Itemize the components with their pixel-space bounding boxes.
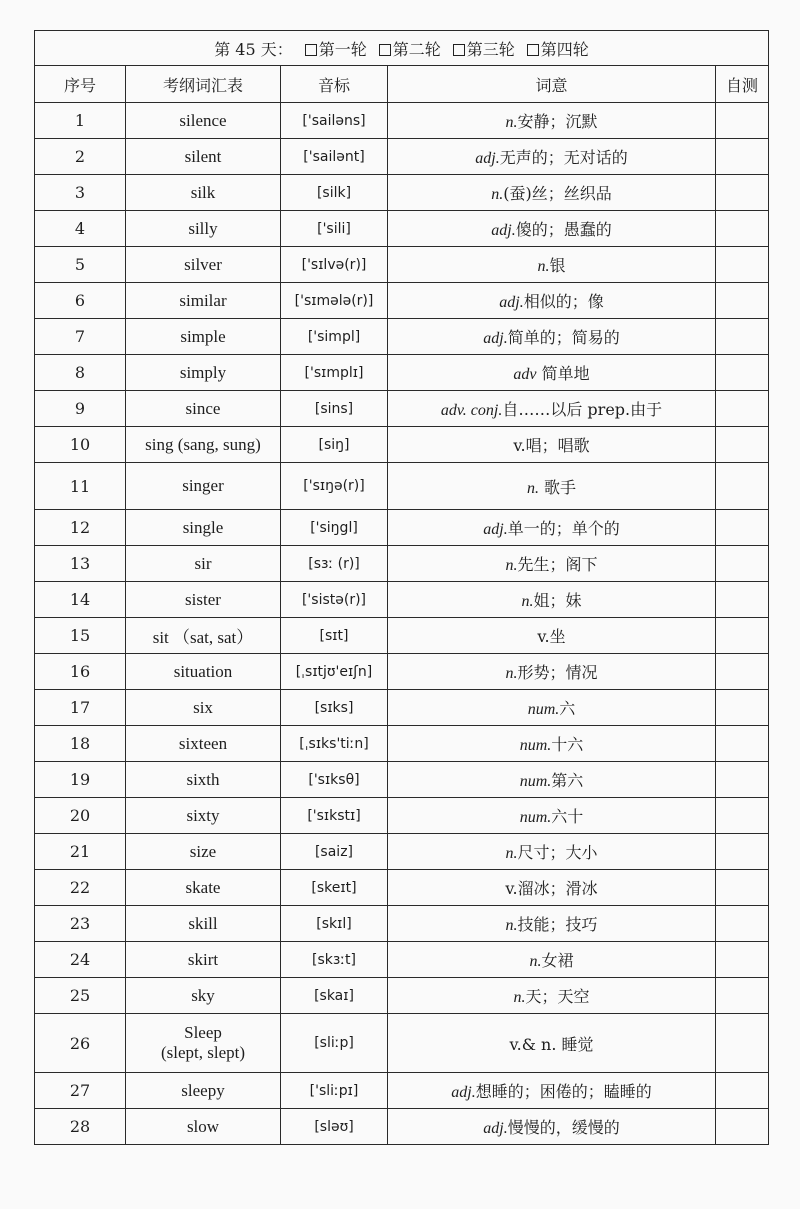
self-test-cell[interactable] bbox=[716, 762, 769, 798]
vocab-word-cell bbox=[126, 1014, 281, 1073]
row-number: 25 bbox=[35, 978, 126, 1014]
meaning-text: 银 bbox=[549, 256, 566, 275]
self-test-cell[interactable] bbox=[716, 654, 769, 690]
col-header-self-test: 自测 bbox=[716, 66, 769, 103]
vocab-word: since bbox=[185, 398, 221, 418]
round-1-checkbox[interactable] bbox=[305, 44, 317, 56]
table-row bbox=[35, 762, 769, 798]
vocab-word-cell bbox=[126, 546, 281, 582]
meaning-text: 形势；情况 bbox=[517, 663, 598, 682]
self-test-cell[interactable] bbox=[716, 1109, 769, 1145]
vocab-word-cell bbox=[126, 978, 281, 1014]
phonetic-cell: [skeɪt] bbox=[281, 870, 388, 906]
row-number: 28 bbox=[35, 1109, 126, 1145]
table-row bbox=[35, 355, 769, 391]
vocab-word-cell bbox=[126, 654, 281, 690]
meaning-text: 简单的；简易的 bbox=[507, 328, 620, 347]
row-number: 23 bbox=[35, 906, 126, 942]
vocab-word-cell bbox=[126, 582, 281, 618]
part-of-speech: num. bbox=[519, 737, 552, 754]
meaning-cell bbox=[388, 391, 716, 427]
meaning-cell bbox=[388, 762, 716, 798]
part-of-speech: n. bbox=[491, 186, 504, 203]
meaning-text: 单一的；单个的 bbox=[507, 519, 620, 538]
table-row bbox=[35, 690, 769, 726]
col-header-meaning: 词意 bbox=[388, 66, 716, 103]
vocab-word: sixth bbox=[186, 769, 220, 789]
phonetic-cell: [sləʊ] bbox=[281, 1109, 388, 1145]
meaning-text: v.坐 bbox=[537, 627, 566, 646]
meaning-cell bbox=[388, 427, 716, 463]
round-3-label: 第三轮 bbox=[466, 39, 515, 59]
meaning-text: v.溜冰；滑冰 bbox=[505, 879, 598, 898]
meaning-text: 安静；沉默 bbox=[517, 112, 598, 131]
self-test-cell[interactable] bbox=[716, 546, 769, 582]
vocab-word: silver bbox=[184, 254, 222, 274]
round-4-label: 第四轮 bbox=[540, 39, 589, 59]
vocab-word: slow bbox=[186, 1116, 220, 1136]
meaning-text: 傻的；愚蠢的 bbox=[515, 220, 612, 239]
self-test-cell[interactable] bbox=[716, 906, 769, 942]
self-test-cell[interactable] bbox=[716, 582, 769, 618]
round-3-checkbox[interactable] bbox=[453, 44, 465, 56]
vocab-word: silence bbox=[179, 110, 227, 130]
self-test-cell[interactable] bbox=[716, 510, 769, 546]
meaning-cell bbox=[388, 283, 716, 319]
row-number: 13 bbox=[35, 546, 126, 582]
phonetic-cell: [skaɪ] bbox=[281, 978, 388, 1014]
part-of-speech: n. bbox=[513, 989, 526, 1006]
self-test-cell[interactable] bbox=[716, 870, 769, 906]
vocab-word-cell bbox=[126, 211, 281, 247]
column-header-row bbox=[35, 66, 769, 103]
vocab-word: sister bbox=[185, 589, 221, 609]
phonetic-cell: ['sɪksθ] bbox=[281, 762, 388, 798]
meaning-cell bbox=[388, 942, 716, 978]
meaning-cell bbox=[388, 654, 716, 690]
part-of-speech: n. bbox=[505, 114, 518, 131]
meaning-cell bbox=[388, 690, 716, 726]
vocab-word: situation bbox=[173, 661, 233, 681]
part-of-speech: adv. conj. bbox=[440, 402, 503, 419]
phonetic-cell: [sliːp] bbox=[281, 1014, 388, 1073]
phonetic-cell: ['sliːpɪ] bbox=[281, 1073, 388, 1109]
self-test-cell[interactable] bbox=[716, 391, 769, 427]
vocab-word-cell bbox=[126, 762, 281, 798]
round-2-label: 第二轮 bbox=[392, 39, 441, 59]
self-test-cell[interactable] bbox=[716, 175, 769, 211]
phonetic-cell: ['siŋgl] bbox=[281, 510, 388, 546]
vocab-word-cell bbox=[126, 942, 281, 978]
phonetic-cell: ['sɪlvə(r)] bbox=[281, 247, 388, 283]
meaning-cell bbox=[388, 582, 716, 618]
table-row bbox=[35, 175, 769, 211]
part-of-speech: n. bbox=[505, 917, 518, 934]
row-number: 9 bbox=[35, 391, 126, 427]
row-number: 19 bbox=[35, 762, 126, 798]
phonetic-cell: ['sistə(r)] bbox=[281, 582, 388, 618]
table-row bbox=[35, 103, 769, 139]
table-row bbox=[35, 546, 769, 582]
vocab-word: sixteen bbox=[178, 733, 228, 753]
vocab-word-cell bbox=[126, 463, 281, 510]
meaning-text: 想睡的；困倦的；瞌睡的 bbox=[475, 1082, 652, 1101]
part-of-speech: num. bbox=[519, 809, 552, 826]
meaning-text: v.& n. 睡觉 bbox=[509, 1034, 594, 1054]
meaning-cell bbox=[388, 139, 716, 175]
meaning-text: 相似的；像 bbox=[523, 292, 604, 311]
vocab-word-cell bbox=[126, 103, 281, 139]
meaning-cell bbox=[388, 798, 716, 834]
part-of-speech: adv bbox=[513, 366, 537, 383]
meaning-text: 天；天空 bbox=[525, 987, 590, 1006]
meaning-cell bbox=[388, 247, 716, 283]
vocab-word: skate bbox=[185, 877, 221, 897]
vocab-word-forms: (slept, slept) bbox=[160, 1043, 246, 1062]
table-row bbox=[35, 834, 769, 870]
round-2-checkbox[interactable] bbox=[379, 44, 391, 56]
phonetic-cell: ['sailəns] bbox=[281, 103, 388, 139]
self-test-cell[interactable] bbox=[716, 726, 769, 762]
table-row bbox=[35, 942, 769, 978]
meaning-cell bbox=[388, 319, 716, 355]
part-of-speech: n. bbox=[537, 258, 550, 275]
part-of-speech: n. bbox=[529, 953, 542, 970]
meaning-text: 六十 bbox=[551, 807, 584, 826]
vocab-word: sir bbox=[194, 553, 212, 573]
vocab-word-cell bbox=[126, 247, 281, 283]
meaning-cell bbox=[388, 103, 716, 139]
meaning-cell bbox=[388, 355, 716, 391]
table-row bbox=[35, 978, 769, 1014]
table-row bbox=[35, 1073, 769, 1109]
vocab-word-cell bbox=[126, 906, 281, 942]
vocab-word: six bbox=[193, 697, 213, 717]
meaning-cell bbox=[388, 211, 716, 247]
meaning-text: 六 bbox=[559, 699, 576, 718]
phonetic-cell: ['sili] bbox=[281, 211, 388, 247]
table-row bbox=[35, 798, 769, 834]
row-number: 6 bbox=[35, 283, 126, 319]
vocab-word-cell bbox=[126, 139, 281, 175]
round-4-checkbox[interactable] bbox=[527, 44, 539, 56]
meaning-text: 第六 bbox=[551, 771, 584, 790]
row-number: 22 bbox=[35, 870, 126, 906]
vocab-word: silk bbox=[190, 182, 216, 202]
vocab-word-cell bbox=[126, 319, 281, 355]
row-number: 2 bbox=[35, 139, 126, 175]
phonetic-cell: [sins] bbox=[281, 391, 388, 427]
meaning-cell bbox=[388, 618, 716, 654]
col-header-word: 考纲词汇表 bbox=[126, 66, 281, 103]
phonetic-cell: [sɪt] bbox=[281, 618, 388, 654]
phonetic-cell: ['sailənt] bbox=[281, 139, 388, 175]
vocab-word: size bbox=[189, 841, 217, 861]
meaning-text: 先生；阁下 bbox=[517, 555, 598, 574]
part-of-speech: adj. bbox=[451, 1084, 476, 1101]
vocab-word-cell bbox=[126, 175, 281, 211]
vocab-word: single bbox=[182, 517, 224, 537]
part-of-speech: n. bbox=[505, 665, 518, 682]
part-of-speech: n. bbox=[505, 845, 518, 862]
row-number: 10 bbox=[35, 427, 126, 463]
vocab-word-cell bbox=[126, 726, 281, 762]
self-test-cell[interactable] bbox=[716, 463, 769, 510]
table-row bbox=[35, 391, 769, 427]
part-of-speech: adj. bbox=[483, 330, 508, 347]
meaning-cell bbox=[388, 906, 716, 942]
meaning-text: 十六 bbox=[551, 735, 584, 754]
part-of-speech: n. bbox=[521, 593, 534, 610]
vocab-word-cell bbox=[126, 355, 281, 391]
phonetic-cell: [sɪks] bbox=[281, 690, 388, 726]
meaning-text: 姐；妹 bbox=[533, 591, 582, 610]
row-number: 21 bbox=[35, 834, 126, 870]
part-of-speech: n. bbox=[505, 557, 518, 574]
phonetic-cell: [ˌsɪks'tiːn] bbox=[281, 726, 388, 762]
table-row bbox=[35, 906, 769, 942]
vocab-word: sing (sang, sung) bbox=[145, 434, 261, 454]
row-number: 24 bbox=[35, 942, 126, 978]
vocab-word-cell bbox=[126, 834, 281, 870]
row-number: 18 bbox=[35, 726, 126, 762]
part-of-speech: num. bbox=[519, 773, 552, 790]
meaning-cell bbox=[388, 510, 716, 546]
table-row bbox=[35, 319, 769, 355]
phonetic-cell: ['sɪkstɪ] bbox=[281, 798, 388, 834]
vocab-word-cell bbox=[126, 870, 281, 906]
phonetic-cell: [ˌsɪtjʊ'eɪʃn] bbox=[281, 654, 388, 690]
phonetic-cell: [skɜːt] bbox=[281, 942, 388, 978]
meaning-cell bbox=[388, 1109, 716, 1145]
meaning-text: 无声的；无对话的 bbox=[499, 148, 628, 167]
table-row bbox=[35, 582, 769, 618]
self-test-cell[interactable] bbox=[716, 355, 769, 391]
table-row bbox=[35, 283, 769, 319]
part-of-speech: adj. bbox=[483, 521, 508, 538]
meaning-cell bbox=[388, 870, 716, 906]
part-of-speech: adj. bbox=[483, 1120, 508, 1137]
meaning-text: 歌手 bbox=[538, 477, 577, 497]
table-row bbox=[35, 510, 769, 546]
self-test-cell[interactable] bbox=[716, 1073, 769, 1109]
vocab-word: sleepy bbox=[181, 1080, 225, 1100]
self-test-cell[interactable] bbox=[716, 978, 769, 1014]
row-number: 26 bbox=[35, 1014, 126, 1073]
self-test-cell[interactable] bbox=[716, 618, 769, 654]
part-of-speech: adj. bbox=[491, 222, 516, 239]
vocab-word-cell bbox=[126, 618, 281, 654]
meaning-text: (蚕)丝；丝织品 bbox=[503, 184, 612, 203]
meaning-cell bbox=[388, 546, 716, 582]
part-of-speech: adj. bbox=[499, 294, 524, 311]
meaning-text: 慢慢的，缓慢的 bbox=[507, 1118, 620, 1137]
col-header-no: 序号 bbox=[35, 66, 126, 103]
table-row bbox=[35, 139, 769, 175]
vocab-word: singer bbox=[182, 476, 224, 495]
meaning-cell bbox=[388, 726, 716, 762]
row-number: 3 bbox=[35, 175, 126, 211]
row-number: 14 bbox=[35, 582, 126, 618]
phonetic-cell: ['sɪmələ(r)] bbox=[281, 283, 388, 319]
table-row bbox=[35, 654, 769, 690]
self-test-cell[interactable] bbox=[716, 690, 769, 726]
part-of-speech: num. bbox=[527, 701, 560, 718]
vocab-word-cell bbox=[126, 1109, 281, 1145]
vocab-word-cell bbox=[126, 427, 281, 463]
phonetic-cell: [skɪl] bbox=[281, 906, 388, 942]
vocab-word: sit （sat, sat） bbox=[152, 628, 254, 647]
row-number: 11 bbox=[35, 463, 126, 510]
part-of-speech: n. bbox=[526, 479, 539, 497]
vocab-word: sky bbox=[191, 985, 215, 1005]
self-test-cell[interactable] bbox=[716, 798, 769, 834]
part-of-speech: adj. bbox=[475, 150, 500, 167]
self-test-cell[interactable] bbox=[716, 283, 769, 319]
table-row bbox=[35, 870, 769, 906]
vocab-word-cell bbox=[126, 690, 281, 726]
table-row bbox=[35, 427, 769, 463]
row-number: 5 bbox=[35, 247, 126, 283]
table-row bbox=[35, 211, 769, 247]
table-row bbox=[35, 1109, 769, 1145]
meaning-cell bbox=[388, 978, 716, 1014]
phonetic-cell: ['sɪŋə(r)] bbox=[281, 463, 388, 510]
self-test-cell[interactable] bbox=[716, 103, 769, 139]
table-row bbox=[35, 726, 769, 762]
vocab-word-cell bbox=[126, 391, 281, 427]
vocab-word: silent bbox=[184, 146, 222, 166]
row-number: 8 bbox=[35, 355, 126, 391]
vocab-word: sixty bbox=[186, 805, 220, 825]
meaning-cell bbox=[388, 463, 716, 510]
day-header bbox=[35, 31, 769, 66]
phonetic-cell: [sɜː (r)] bbox=[281, 546, 388, 582]
self-test-cell[interactable] bbox=[716, 319, 769, 355]
vocab-word-cell bbox=[126, 510, 281, 546]
round-1-label: 第一轮 bbox=[318, 39, 367, 59]
day-label: 第 45 天： bbox=[214, 39, 293, 59]
meaning-cell bbox=[388, 1014, 716, 1073]
row-number: 17 bbox=[35, 690, 126, 726]
day-header-row bbox=[35, 31, 769, 66]
phonetic-cell: [saiz] bbox=[281, 834, 388, 870]
self-test-cell[interactable] bbox=[716, 139, 769, 175]
meaning-text: 自……以后 prep.由于 bbox=[502, 400, 663, 419]
meaning-text: 技能；技巧 bbox=[517, 915, 598, 934]
meaning-cell bbox=[388, 175, 716, 211]
row-number: 1 bbox=[35, 103, 126, 139]
meaning-text: v.唱；唱歌 bbox=[513, 436, 590, 455]
vocabulary-table bbox=[34, 30, 769, 1145]
phonetic-cell: [siŋ] bbox=[281, 427, 388, 463]
meaning-text: 尺寸；大小 bbox=[517, 843, 598, 862]
self-test-cell[interactable] bbox=[716, 211, 769, 247]
table-row bbox=[35, 247, 769, 283]
self-test-cell[interactable] bbox=[716, 834, 769, 870]
phonetic-cell: ['simpl] bbox=[281, 319, 388, 355]
vocab-word-cell bbox=[126, 798, 281, 834]
self-test-cell[interactable] bbox=[716, 247, 769, 283]
phonetic-cell: ['sɪmplɪ] bbox=[281, 355, 388, 391]
col-header-ipa: 音标 bbox=[281, 66, 388, 103]
row-number: 4 bbox=[35, 211, 126, 247]
row-number: 20 bbox=[35, 798, 126, 834]
row-number: 12 bbox=[35, 510, 126, 546]
row-number: 7 bbox=[35, 319, 126, 355]
row-number: 27 bbox=[35, 1073, 126, 1109]
row-number: 16 bbox=[35, 654, 126, 690]
vocab-word: skill bbox=[188, 913, 218, 933]
vocab-word: skirt bbox=[187, 949, 219, 969]
self-test-cell[interactable] bbox=[716, 427, 769, 463]
vocab-word-cell bbox=[126, 283, 281, 319]
table-row bbox=[35, 1014, 769, 1073]
table-row bbox=[35, 618, 769, 654]
meaning-cell bbox=[388, 834, 716, 870]
self-test-cell[interactable] bbox=[716, 942, 769, 978]
phonetic-cell: [silk] bbox=[281, 175, 388, 211]
table-row bbox=[35, 463, 769, 510]
meaning-text: 简单地 bbox=[536, 364, 590, 383]
vocab-word: similar bbox=[179, 290, 227, 310]
meaning-text: 女裙 bbox=[541, 951, 574, 970]
row-number: 15 bbox=[35, 618, 126, 654]
vocab-word: silly bbox=[188, 218, 218, 238]
self-test-cell[interactable] bbox=[716, 1014, 769, 1073]
vocab-word: Sleep bbox=[184, 1023, 222, 1042]
vocab-word-cell bbox=[126, 1073, 281, 1109]
meaning-cell bbox=[388, 1073, 716, 1109]
vocab-word: simple bbox=[180, 326, 226, 346]
vocab-word: simply bbox=[179, 362, 227, 382]
